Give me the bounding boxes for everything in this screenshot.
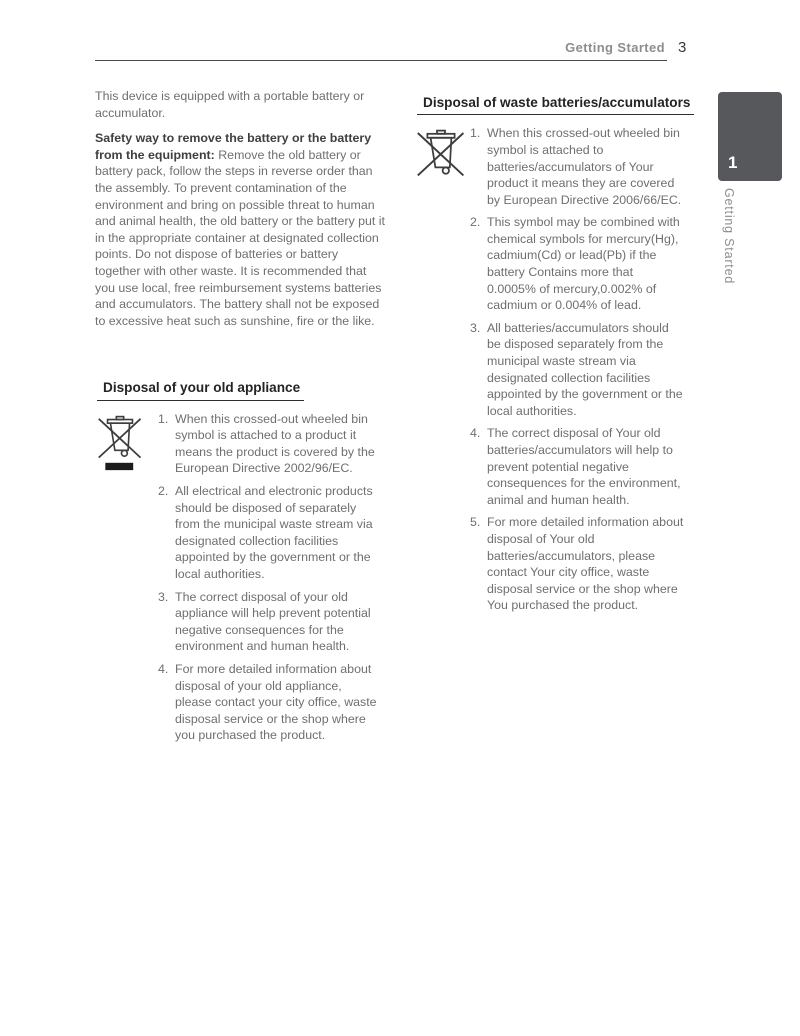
list-item: 3. All batteries/accumulators should be disposed separately from the municipal waste stream via designated collection facilities appointed by the government or the local authorities. [470,320,683,418]
waste-batteries-list-block [415,125,715,614]
list-item: 1. When this crossed-out wheeled bin symbol is attached to batteries/accumulators of Your product it means they are covered by European Directive 2006/66/EC. [470,126,682,207]
intro-paragraph: This device is equipped with a portable battery or accumulator. [95,89,365,120]
old-appliance-list-block [95,411,387,744]
crossed-out-wheeled-bin-with-bar-icon [98,414,142,477]
battery-safety-lead: Safety way to remove the battery or the battery from the equipment: [95,131,372,162]
battery-safety-body: Remove the old battery or battery pack, follow the steps in reverse order than the assembly. To prevent contamination of the environment and bring on possible threat to human and animal health, the old battery or the battery put it in the appropriate container at designated collection points. Do not dispose of batteries or battery together with other waste. It is recommended that you use local, free reimbursement systems batteries and accumulators. The battery shall not be exposed to excessive heat such as sunshine, fire or the like. [95,147,385,328]
list-item: 4. For more detailed information about disposal of your old appliance, please contact your city office, waste disposal service or the shop where you purchased the product. [158,661,377,743]
running-header-title: Getting Started [565,40,665,55]
list-item: 2. All electrical and electronic products should be disposed of separately from the municipal waste stream via designated collection facilities appointed by the government or the local authorities. [158,484,373,581]
page-number: 3 [678,39,687,56]
list-item: 1. When this crossed-out wheeled bin symbol is attached to a product it means the product is covered by the European Directive 2002/96/EC. [158,411,375,476]
crossed-out-wheeled-bin-icon [417,128,465,183]
section-heading-old-appliance: Disposal of your old appliance [97,380,304,400]
list-item: 4. The correct disposal of Your old batteries/accumulators will help to prevent potential negative consequences for the environment, animal and human health. [470,426,681,507]
list-item: 5. For more detailed information about disposal of Your old batteries/accumulators, please contact Your city office, waste disposal service or the shop where You purchased the product. [470,515,684,613]
header-rule [95,60,667,61]
chapter-tab-label: Getting Started [722,188,736,285]
chapter-number: 1 [728,153,738,172]
left-column [95,88,387,750]
chapter-tab [718,92,782,181]
section-heading-waste-batteries: Disposal of waste batteries/accumulators [417,95,694,115]
right-column [415,95,715,620]
waste-batteries-list [415,125,685,614]
battery-safety-paragraph [95,130,387,329]
list-item: 3. The correct disposal of your old appliance will help prevent potential negative consequences for the environment and human health. [158,589,371,654]
list-item: 2. This symbol may be combined with chemical symbols for mercury(Hg), cadmium(Cd) or lead(Pb) if the battery Contains more that 0.0005% of mercury,0.002% of cadmium or 0.004% of lead. [470,215,680,313]
